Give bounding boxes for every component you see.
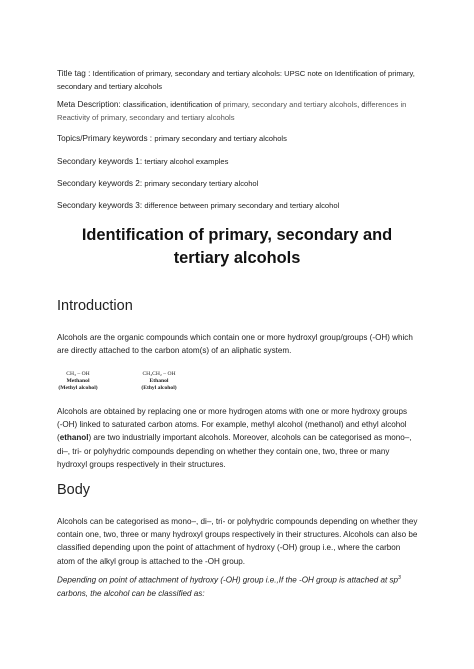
methanol-alt-name: (Methyl alcohol) bbox=[58, 385, 98, 392]
paragraph-line: are directly attached to the carbon atom(s) of an aliphatic system. bbox=[57, 346, 292, 356]
body-heading: Body bbox=[57, 482, 91, 498]
paragraph-line: (-OH) linked to saturated carbon atoms. For example, methyl alcohol (methanol) and ethyl alcohol bbox=[57, 420, 407, 430]
secondary-keywords-3-line bbox=[57, 199, 419, 212]
methanol-formula: CH₃ – OH bbox=[66, 371, 90, 377]
paragraph-line: atom of the alkyl group is attached to the -OH group. bbox=[57, 556, 246, 566]
introduction-heading: Introduction bbox=[57, 298, 133, 314]
ethanol-name: Ethanol bbox=[149, 378, 169, 385]
body-paragraph-1 bbox=[57, 515, 419, 568]
page-title bbox=[40, 224, 434, 270]
secondary-keywords-2-line bbox=[57, 177, 419, 190]
paragraph-line: Alcohols are the organic compounds which contain one or more hydroxyl group/groups (-OH) which bbox=[57, 333, 413, 342]
topics-label: Topics/Primary keywords : bbox=[57, 134, 155, 143]
paragraph-line: di–, tri- or polyhydric compounds depending on whether they contain one, two, three or many bbox=[57, 446, 390, 456]
meta-description-label: Meta Description: bbox=[57, 100, 123, 109]
secondary-keywords-1-value: tertiary alcohol examples bbox=[144, 157, 229, 166]
meta-description-text: primary, secondary and tertiary alcohols bbox=[223, 100, 358, 109]
secondary-keywords-3-label: Secondary keywords 3: bbox=[57, 201, 145, 210]
secondary-keywords-2-label: Secondary keywords 2: bbox=[57, 179, 145, 188]
ethanol-bold-text: ethanol bbox=[59, 433, 89, 443]
methanol-structure bbox=[58, 371, 98, 393]
meta-description-text: Reactivity of primary, secondary and tertiary alcohols bbox=[57, 113, 235, 122]
paragraph-line bbox=[57, 572, 419, 587]
introduction-paragraph-2 bbox=[57, 405, 419, 471]
ethanol-alt-name: (Ethyl alcohol) bbox=[141, 385, 177, 392]
superscript: 3 bbox=[398, 575, 401, 581]
meta-description-line-2 bbox=[57, 111, 419, 124]
title-tag-label: Title tag : bbox=[57, 69, 93, 78]
methanol-name: Methanol bbox=[66, 378, 90, 385]
paragraph-line: contain one, two, three or many hydroxyl groups respectively in their structures. Alcohols can also be bbox=[57, 530, 418, 540]
secondary-keywords-3-value: difference between primary secondary and tertiary alcohol bbox=[144, 201, 340, 210]
text-run: ) are two industrially important alcohols. Moreover, alcohols can be categorised as mono–, bbox=[88, 433, 412, 443]
ethanol-structure bbox=[131, 371, 187, 393]
paragraph-line bbox=[57, 431, 419, 444]
text-run: Depending on point of attachment of hydroxy (-OH) group i.e.,If the -OH group is attached at sp bbox=[57, 575, 399, 585]
paragraph-line: classified depending upon the point of attachment of hydroxy (-OH) group i.e., where the carbon bbox=[57, 543, 401, 553]
paragraph-line: carbons, the alcohol can be classified as: bbox=[57, 588, 205, 598]
secondary-keywords-2-value: primary secondary tertiary alcohol bbox=[144, 179, 259, 188]
secondary-keywords-1-label: Secondary keywords 1: bbox=[57, 157, 145, 166]
introduction-paragraph-1 bbox=[57, 331, 419, 357]
title-tag-value: Identification of primary, secondary and tertiary alcohols: UPSC note on Identification of primary, bbox=[92, 69, 415, 78]
text-run: ( bbox=[57, 433, 60, 443]
paragraph-line: Alcohols can be categorised as mono–, di–, tri- or polyhydric compounds depending on whether they bbox=[57, 517, 418, 526]
ethanol-formula: CH₃CH₂ – OH bbox=[142, 371, 176, 377]
topics-value: primary secondary and tertiary alcohols bbox=[154, 134, 287, 143]
secondary-keywords-1-line bbox=[57, 155, 419, 168]
page-title-line: tertiary alcohols bbox=[173, 249, 301, 267]
title-tag-value-cont: secondary and tertiary alcohols bbox=[57, 82, 163, 91]
topics-line bbox=[57, 132, 419, 145]
paragraph-line: Alcohols are obtained by replacing one or more hydrogen atoms with one or more hydroxy groups bbox=[57, 407, 408, 416]
meta-description-text: , d bbox=[357, 100, 366, 109]
meta-description-text: classification, identification of bbox=[122, 100, 224, 109]
paragraph-line: hydroxyl groups respectively in their structures. bbox=[57, 459, 226, 469]
title-tag-line-2 bbox=[57, 80, 419, 93]
meta-description-text: ifferences in bbox=[365, 100, 407, 109]
body-paragraph-2 bbox=[57, 572, 419, 600]
page-title-line: Identification of primary, secondary and bbox=[81, 226, 393, 244]
meta-description-line bbox=[57, 98, 419, 111]
title-tag-line bbox=[57, 67, 419, 80]
